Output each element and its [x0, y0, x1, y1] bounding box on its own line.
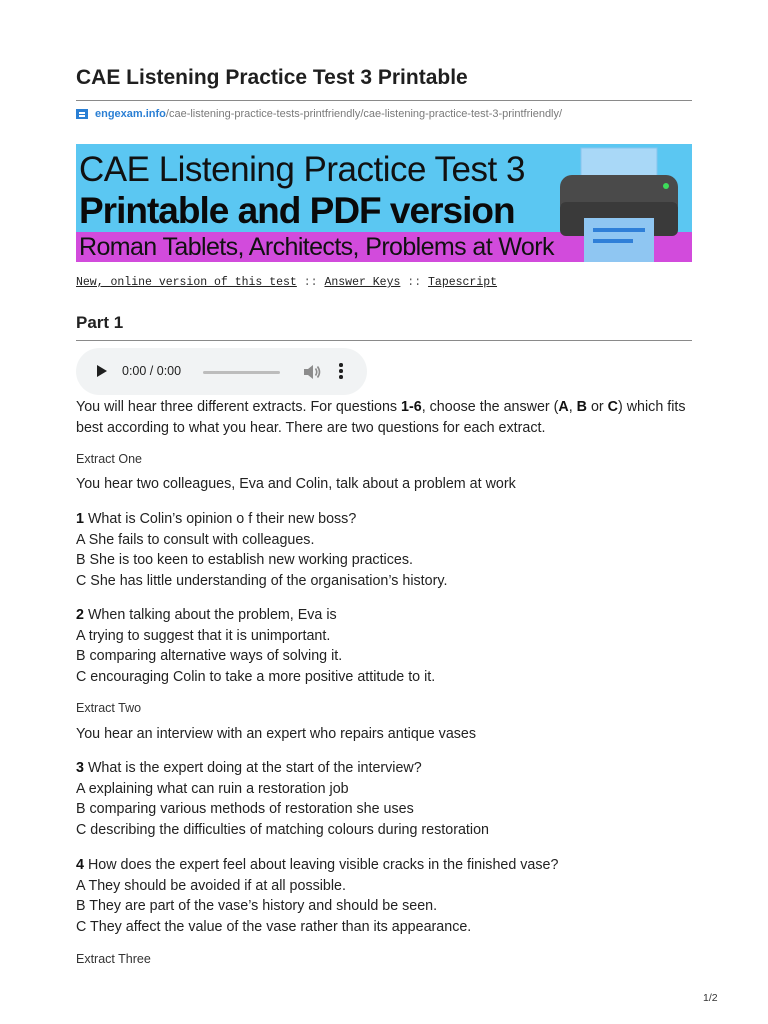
- source-domain: engexam.info: [95, 108, 166, 120]
- question-stem: [76, 509, 692, 530]
- tapescript-link[interactable]: Tapescript: [428, 276, 498, 289]
- title-divider: [76, 100, 692, 101]
- answer-option: B comparing various methods of restoration she uses: [76, 801, 414, 817]
- question-text: How does the expert feel about leaving visible cracks in the finished vase?: [87, 857, 559, 873]
- answer-option: C They affect the value of the vase rather than its appearance.: [76, 918, 472, 935]
- answer-option: C encouraging Colin to take a more positive attitude to it.: [76, 668, 436, 685]
- question-stem: [76, 855, 692, 876]
- banner-line-2: Printable and PDF version: [79, 190, 515, 231]
- volume-icon[interactable]: [303, 364, 321, 380]
- page-title: CAE Listening Practice Test 3 Printable: [76, 66, 468, 89]
- question-text: When talking about the problem, Eva is: [87, 607, 337, 623]
- test-banner: [76, 144, 692, 262]
- answer-option: B They are part of the vase’s history and should be seen.: [76, 898, 438, 914]
- answer-option: A She fails to consult with colleagues.: [76, 531, 315, 548]
- part-instructions: You will hear three different extracts. For questions 1-6, choose the answer (A, B or C) which fits best according to what you hear. There are two questions for each extract.: [76, 399, 686, 436]
- question-number: 2: [76, 607, 84, 623]
- test-links: [76, 276, 497, 289]
- extract-situation: You hear two colleagues, Eva and Colin, talk about a problem at work: [76, 476, 516, 492]
- question-text: What is the expert doing at the start of the interview?: [87, 760, 422, 776]
- question-number: 1: [76, 511, 84, 527]
- answer-option: A trying to suggest that it is unimportant.: [76, 627, 331, 644]
- answer-keys-link[interactable]: Answer Keys: [324, 276, 401, 289]
- audio-seek-bar[interactable]: [203, 371, 280, 374]
- part-heading: Part 1: [76, 313, 124, 332]
- extract-label: Extract Three: [76, 952, 151, 966]
- extract-situation: You hear an interview with an expert who repairs antique vases: [76, 726, 477, 742]
- printer-icon: [560, 144, 682, 262]
- question-stem: [76, 605, 692, 626]
- answer-option: A explaining what can ruin a restoration job: [76, 780, 349, 797]
- extract-label: Extract One: [76, 452, 142, 466]
- online-version-link[interactable]: New, online version of this test: [76, 276, 297, 289]
- answer-option: B comparing alternative ways of solving it.: [76, 648, 343, 664]
- audio-time: 0:00 / 0:00: [122, 364, 182, 378]
- question-stem: [76, 758, 692, 779]
- banner-line-1: CAE Listening Practice Test 3: [79, 150, 525, 189]
- page-number: 1/2: [703, 992, 718, 1004]
- source-url[interactable]: [76, 108, 562, 120]
- answer-option: A They should be avoided if at all possible.: [76, 877, 346, 894]
- answer-option: B She is too keen to establish new working practices.: [76, 552, 413, 568]
- question-text: What is Colin’s opinion o f their new boss?: [87, 511, 357, 527]
- part-divider: [76, 340, 692, 341]
- question-block: [76, 509, 692, 591]
- answer-option: C describing the difficulties of matching colours during restoration: [76, 821, 489, 838]
- source-path: /cae-listening-practice-tests-printfriendly/cae-listening-practice-test-3-printfriendly/: [165, 108, 563, 120]
- site-favicon-icon: [76, 109, 88, 119]
- question-block: [76, 758, 692, 840]
- extract-label: Extract Two: [76, 701, 142, 715]
- question-block: [76, 605, 692, 687]
- answer-option: C She has little understanding of the organisation’s history.: [76, 572, 448, 589]
- more-options-icon[interactable]: [338, 363, 344, 381]
- question-number: 3: [76, 760, 84, 776]
- link-separator: ::: [407, 276, 422, 289]
- question-number: 4: [76, 857, 84, 873]
- banner-line-3: Roman Tablets, Architects, Problems at Work: [79, 233, 554, 261]
- audio-player: [76, 348, 367, 395]
- question-block: [76, 855, 692, 937]
- link-separator: ::: [303, 276, 318, 289]
- play-icon[interactable]: [97, 365, 107, 377]
